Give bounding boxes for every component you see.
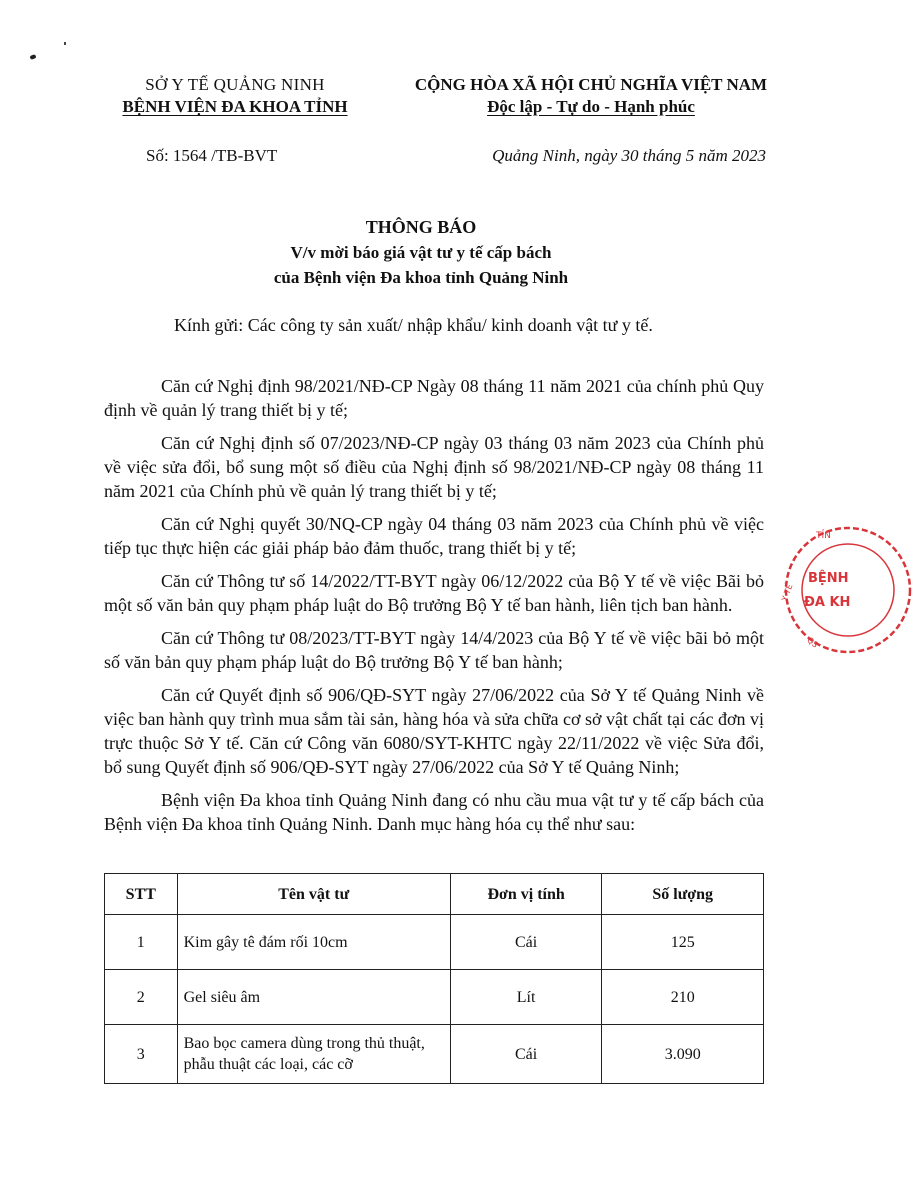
cell-stt: 1 — [105, 915, 178, 970]
scan-speck — [64, 42, 66, 45]
svg-text:Y TẾ: Y TẾ — [780, 583, 795, 603]
legal-basis-paragraph: Căn cứ Thông tư số 14/2022/TT-BYT ngày 06/12/2022 của Bộ Y tế về việc Bãi bỏ một số văn bản quy phạm pháp luật do Bộ trưởng Bộ Y tế ban hành, liên tịch ban hành. — [104, 571, 764, 615]
cell-stt: 2 — [105, 970, 178, 1025]
cell-name: Bao bọc camera dùng trong thủ thuật, phẫu thuật các loại, các cỡ — [177, 1025, 450, 1084]
title-main: THÔNG BÁO — [365, 217, 477, 237]
cell-qty: 3.090 — [602, 1025, 764, 1084]
hospital-name: BỆNH VIỆN ĐA KHOA TỈNH — [122, 97, 348, 116]
svg-text:BỆNH: BỆNH — [808, 571, 849, 586]
national-heading — [396, 74, 786, 118]
national-motto: Độc lập - Tự do - Hạnh phúc — [487, 97, 695, 116]
cell-name: Kim gây tê đám rối 10cm — [177, 915, 450, 970]
col-header-name: Tên vật tư — [177, 874, 450, 915]
document-body — [104, 374, 764, 836]
table-row — [105, 915, 764, 970]
legal-basis-paragraph: Căn cứ Thông tư 08/2023/TT-BYT ngày 14/4/2023 của Bộ Y tế về việc bãi bỏ một số văn bản quy phạm pháp luật do Bộ trưởng Bộ Y tế ban hành; — [104, 628, 764, 672]
department-name: SỞ Y TẾ QUẢNG NINH — [145, 75, 325, 94]
col-header-stt: STT — [105, 874, 178, 915]
title-subject-2: của Bệnh viện Đa khoa tỉnh Quảng Ninh — [273, 268, 569, 287]
recipient-line: Kính gửi: Các công ty sản xuất/ nhập khẩu/ kinh doanh vật tư y tế. — [174, 315, 653, 335]
request-paragraph: Bệnh viện Đa khoa tỉnh Quảng Ninh đang có nhu cầu mua vật tư y tế cấp bách của Bệnh viện Đa khoa tỉnh Quảng Ninh. Danh mục hàng hóa cụ thể như sau: — [104, 790, 764, 834]
cell-qty: 125 — [602, 915, 764, 970]
cell-stt: 3 — [105, 1025, 178, 1084]
cell-unit: Cái — [450, 1025, 602, 1084]
legal-basis-paragraph: Căn cứ Quyết định số 906/QĐ-SYT ngày 27/06/2022 của Sở Y tế Quảng Ninh về việc ban hành quy trình mua sắm tài sản, hàng hóa và sửa chữa cơ sở vật chất tại các đơn vị trực thuộc Sở Y tế. Căn cứ Công văn 6080/SYT-KHTC ngày 22/11/2022 về việc Sửa đổi, bổ sung Quyết định số 906/QĐ-SYT ngày 27/06/2022 của Sở Y tế Quảng Ninh; — [104, 685, 764, 777]
document-title — [100, 214, 742, 290]
cell-unit: Lít — [450, 970, 602, 1025]
document-number: Số: 1564 /TB-BVT — [146, 146, 278, 165]
issue-date: Quảng Ninh, ngày 30 tháng 5 năm 2023 — [492, 146, 766, 165]
legal-basis-paragraph: Căn cứ Nghị định 98/2021/NĐ-CP Ngày 08 tháng 11 năm 2021 của chính phủ Quy định về quản lý trang thiết bị y tế; — [104, 376, 764, 420]
svg-text:ĐA KH: ĐA KH — [804, 595, 851, 610]
col-header-qty: Số lượng — [602, 874, 764, 915]
legal-basis-paragraph: Căn cứ Nghị quyết 30/NQ-CP ngày 04 tháng 03 năm 2023 của Chính phủ về việc tiếp tục thực hiện các giải pháp bảo đảm thuốc, trang thiết bị y tế; — [104, 514, 764, 558]
hospital-seal-stamp — [778, 520, 918, 660]
table-row — [105, 1025, 764, 1084]
scan-speck — [29, 54, 36, 60]
cell-qty: 210 — [602, 970, 764, 1025]
legal-basis-paragraph: Căn cứ Nghị định số 07/2023/NĐ-CP ngày 03 tháng 03 năm 2023 của Chính phủ về việc sửa đổi, bổ sung một số điều của Nghị định số 98/2021/NĐ-CP ngày 08 tháng 11 năm 2021 của Chính phủ về quản lý trang thiết bị y tế; — [104, 433, 764, 501]
table-row — [105, 970, 764, 1025]
table-header-row — [105, 874, 764, 915]
svg-text:TỈN: TỈN — [816, 531, 831, 541]
cell-name: Gel siêu âm — [177, 970, 450, 1025]
col-header-unit: Đơn vị tính — [450, 874, 602, 915]
supply-table — [104, 873, 764, 1084]
cell-unit: Cái — [450, 915, 602, 970]
issuer-block — [100, 74, 370, 118]
svg-text:QS: QS — [805, 635, 820, 650]
republic-name: CỘNG HÒA XÃ HỘI CHỦ NGHĨA VIỆT NAM — [414, 75, 768, 94]
title-subject: V/v mời báo giá vật tư y tế cấp bách — [290, 243, 552, 262]
